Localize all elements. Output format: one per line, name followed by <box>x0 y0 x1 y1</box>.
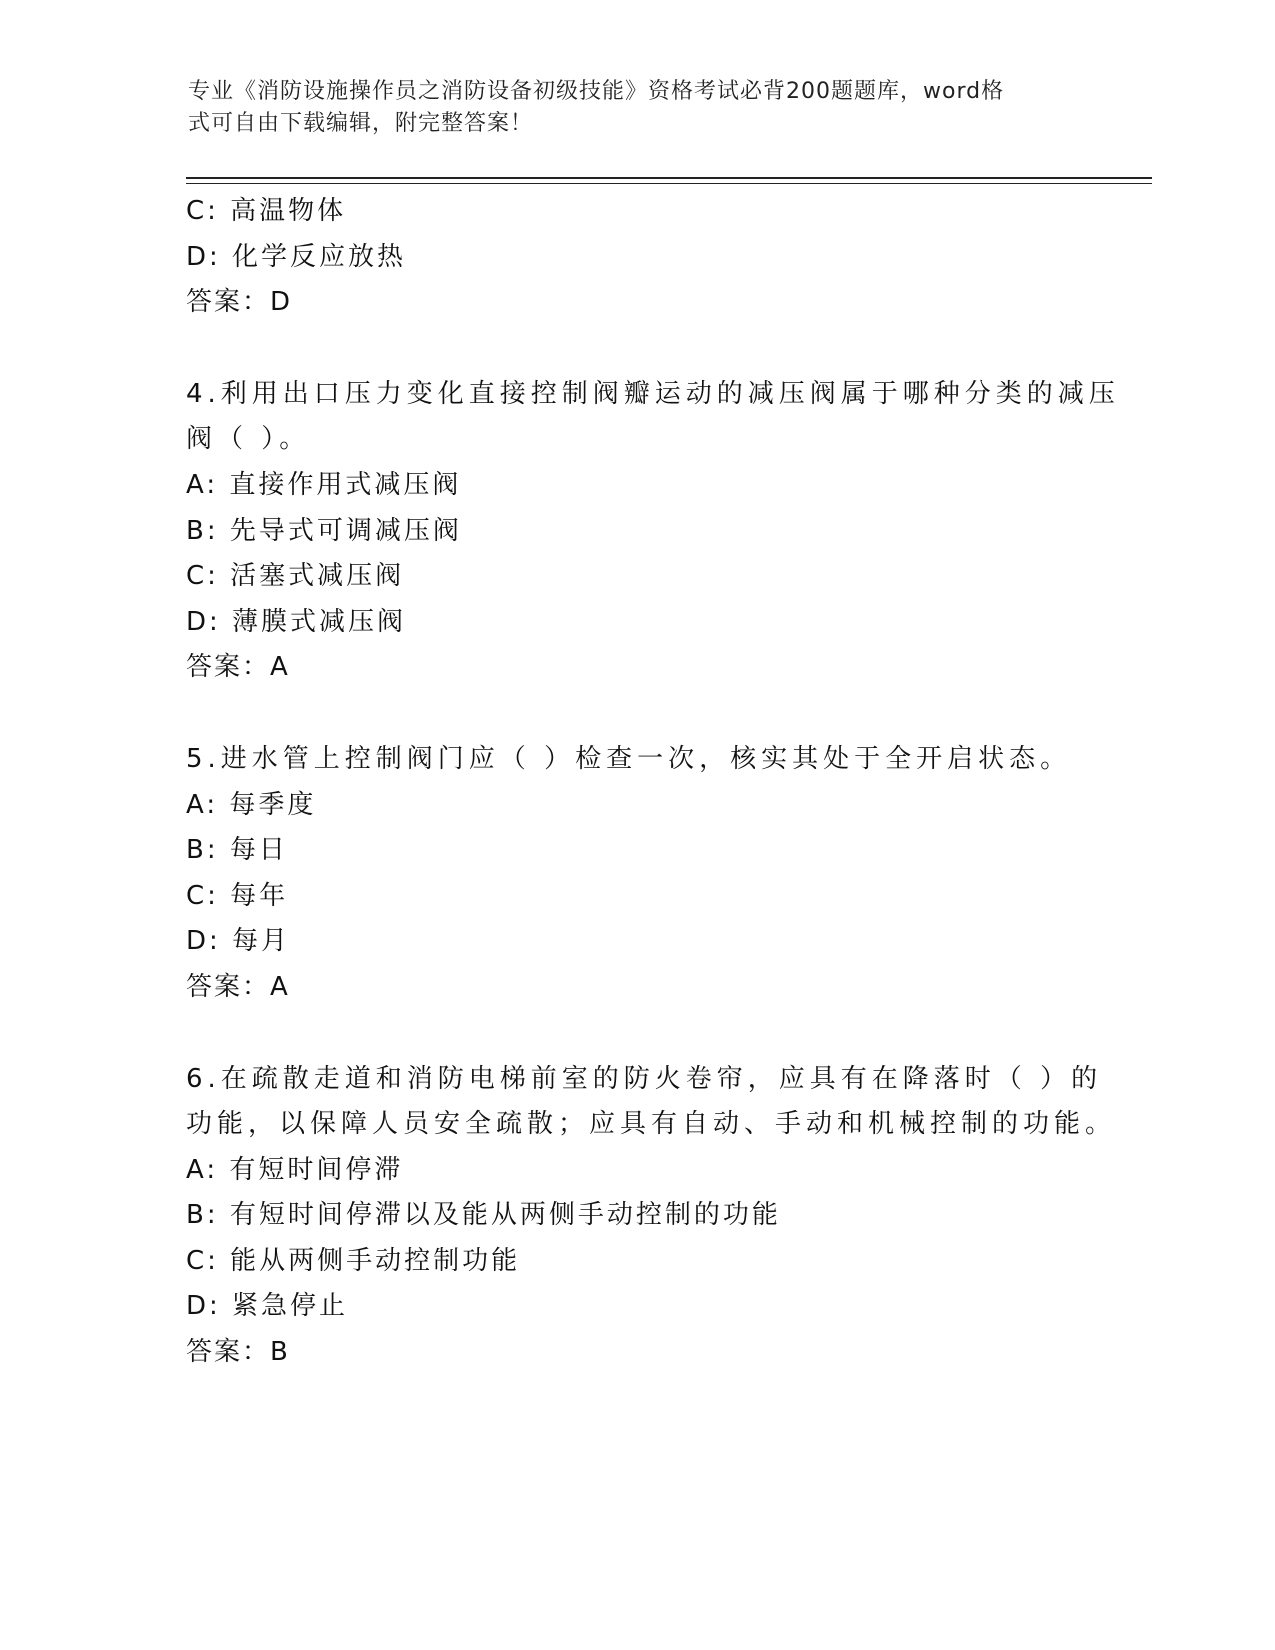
answer-line: 答案：B <box>186 1337 290 1368</box>
question-5 <box>186 737 1086 1011</box>
option-a: A: 有短时间停滞 <box>186 1154 404 1185</box>
option-c: C: 高温物体 <box>186 196 347 226</box>
page-header <box>188 76 1068 140</box>
option-c: C: 每年 <box>186 880 289 911</box>
spacer <box>186 691 1086 737</box>
option-c: C: 能从两侧手动控制功能 <box>186 1245 521 1276</box>
question-text-line: 5.进水管上控制阀门应（ ）检查一次，核实其处于全开启状态。 <box>186 743 1072 774</box>
question-text-line: 阀（ ）。 <box>186 424 311 455</box>
answer-line: 答案：A <box>186 652 290 683</box>
spacer <box>186 1011 1086 1057</box>
option-d: D: 薄膜式减压阀 <box>186 606 407 637</box>
option-b: B: 先导式可调减压阀 <box>186 515 462 546</box>
option-a: A: 直接作用式减压阀 <box>186 469 462 500</box>
question-text-line: 6.在疏散走道和消防电梯前室的防火卷帘，应具有在降落时（ ）的 <box>186 1063 1103 1094</box>
question-text-line: 功能，以保障人员安全疏散；应具有自动、手动和机械控制的功能。 <box>186 1109 1117 1140</box>
question-3-continued <box>186 189 1086 326</box>
option-d: D: 紧急停止 <box>186 1291 349 1322</box>
answer-line: 答案：A <box>186 971 290 1002</box>
option-c: C: 活塞式减压阀 <box>186 561 405 592</box>
header-line-2: 式可自由下载编辑，附完整答案！ <box>188 111 534 136</box>
question-4 <box>186 372 1120 691</box>
option-b: B: 每日 <box>186 835 288 866</box>
document-body <box>186 189 1120 1376</box>
question-text-line: 4.利用出口压力变化直接控制阀瓣运动的减压阀属于哪种分类的减压 <box>186 378 1120 409</box>
header-rule-thin <box>186 183 1152 184</box>
header-rule-thick <box>186 177 1152 179</box>
spacer <box>186 326 1086 372</box>
header-line-1: 专业《消防设施操作员之消防设备初级技能》资格考试必背200题题库，word格 <box>188 79 1005 104</box>
question-6 <box>186 1057 1117 1376</box>
option-d: D: 化学反应放热 <box>186 241 407 272</box>
option-d: D: 每月 <box>186 926 291 957</box>
option-a: A: 每季度 <box>186 789 317 820</box>
answer-line: 答案：D <box>186 287 293 318</box>
option-b: B: 有短时间停滞以及能从两侧手动控制的功能 <box>186 1200 781 1231</box>
